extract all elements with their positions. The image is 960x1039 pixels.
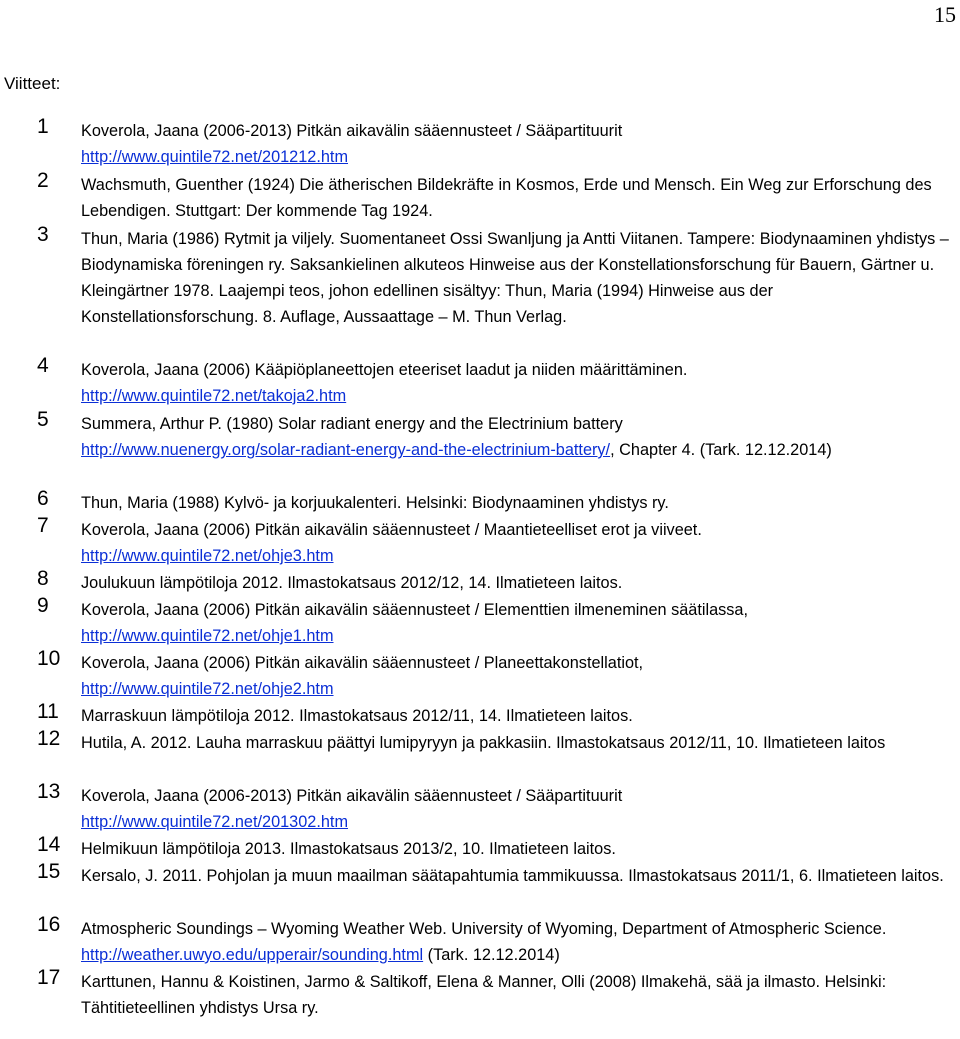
reference-text: Joulukuun lämpötiloja 2012. Ilmastokatsaus 2012/12, 14. Ilmatieteen laitos. xyxy=(81,574,623,592)
reference-body xyxy=(81,357,952,409)
reference-text: Koverola, Jaana (2006) Pitkän aikavälin sääennusteet / Elementtien ilmeneminen säätilassa, xyxy=(81,601,749,619)
reference-item xyxy=(0,647,960,703)
reference-number: 15 xyxy=(37,860,61,883)
reference-number: 7 xyxy=(37,514,49,537)
reference-number: 8 xyxy=(37,567,49,590)
reference-text: Koverola, Jaana (2006) Pitkän aikavälin sääennusteet / Maantieteelliset erot ja viiveet. xyxy=(81,521,702,539)
reference-item xyxy=(0,514,960,570)
reference-item xyxy=(0,913,960,969)
reference-body xyxy=(81,172,952,224)
reference-text: Atmospheric Soundings – Wyoming Weather Web. University of Wyoming, Department of Atmospheric Science. xyxy=(81,920,887,938)
reference-number: 16 xyxy=(37,913,61,936)
reference-text: Koverola, Jaana (2006) Kääpiöplaneettojen eteeriset laadut ja niiden määrittäminen. xyxy=(81,361,688,379)
reference-text: Thun, Maria (1986) Rytmit ja viljely. Suomentaneet Ossi Swanljung ja Antti Viitanen. Tampere: Biodynaaminen yhdistys – Biodynamiska föreningen ry. Saksankielinen alkuteos Hinweise aus der Konstellationsforschung für Bauern, Gärtner u. Kleingärtner 1978. Laajempi teos, johon edellinen sisältyy: Thun, Maria (1994) Hinweise aus der Konstellationsforschung. 8. Auflage, Aussaattage – M. Thun Verlag. xyxy=(81,230,949,326)
reference-text: Thun, Maria (1988) Kylvö- ja korjuukalenteri. Helsinki: Biodynaaminen yhdistys ry. xyxy=(81,494,669,512)
reference-item xyxy=(0,354,960,411)
reference-text: Marraskuun lämpötiloja 2012. Ilmastokatsaus 2012/11, 14. Ilmatieteen laitos. xyxy=(81,707,633,725)
reference-body xyxy=(81,969,952,1021)
reference-body xyxy=(81,783,952,835)
reference-item xyxy=(0,408,960,490)
page-number: 15 xyxy=(934,2,956,27)
reference-body xyxy=(81,490,952,516)
reference-number: 12 xyxy=(37,727,61,750)
reference-body xyxy=(81,730,952,756)
reference-number: 5 xyxy=(37,408,49,431)
reference-item xyxy=(0,700,960,730)
reference-item xyxy=(0,860,960,916)
reference-number: 9 xyxy=(37,594,49,617)
reference-body xyxy=(81,863,952,889)
reference-number: 11 xyxy=(37,700,59,723)
reference-item xyxy=(0,487,960,517)
reference-body xyxy=(81,916,952,968)
reference-body xyxy=(81,226,952,330)
reference-item xyxy=(0,727,960,783)
reference-body xyxy=(81,517,952,569)
reference-item xyxy=(0,594,960,650)
reference-text: Koverola, Jaana (2006-2013) Pitkän aikavälin sääennusteet / Sääpartituurit xyxy=(81,122,623,140)
reference-text: Koverola, Jaana (2006-2013) Pitkän aikavälin sääennusteet / Sääpartituurit xyxy=(81,787,623,805)
reference-link[interactable]: http://www.quintile72.net/ohje3.htm xyxy=(81,547,334,565)
reference-number: 3 xyxy=(37,223,49,246)
reference-body xyxy=(81,597,952,649)
reference-link[interactable]: http://weather.uwyo.edu/upperair/sounding.html xyxy=(81,946,424,964)
reference-text: Helmikuun lämpötiloja 2013. Ilmastokatsaus 2013/2, 10. Ilmatieteen laitos. xyxy=(81,840,616,858)
reference-body xyxy=(81,836,952,862)
reference-body xyxy=(81,650,952,702)
reference-text: Summera, Arthur P. (1980) Solar radiant energy and the Electrinium battery xyxy=(81,415,623,433)
reference-number: 2 xyxy=(37,169,49,192)
reference-text: Karttunen, Hannu & Koistinen, Jarmo & Saltikoff, Elena & Manner, Olli (2008) Ilmakehä, sää ja ilmasto. Helsinki: Tähtitieteellinen yhdistys Ursa ry. xyxy=(81,973,887,1017)
reference-body xyxy=(81,570,952,596)
reference-link[interactable]: http://www.quintile72.net/ohje2.htm xyxy=(81,680,334,698)
reference-text: Wachsmuth, Guenther (1924) Die ätherischen Bildekräfte in Kosmos, Erde und Mensch. Ein Weg zur Erforschung des Lebendigen. Stuttgart: Der kommende Tag 1924. xyxy=(81,176,932,220)
reference-text: Hutila, A. 2012. Lauha marraskuu päättyi lumipyryyn ja pakkasiin. Ilmastokatsaus 2012/11, 10. Ilmatieteen laitos xyxy=(81,734,886,752)
reference-number: 14 xyxy=(37,833,61,856)
reference-link[interactable]: http://www.quintile72.net/ohje1.htm xyxy=(81,627,334,645)
reference-suffix: (Tark. 12.12.2014) xyxy=(423,946,560,964)
reference-number: 13 xyxy=(37,780,61,803)
references-heading: Viitteet: xyxy=(4,74,61,93)
reference-link[interactable]: http://www.quintile72.net/201302.htm xyxy=(81,813,349,831)
reference-number: 4 xyxy=(37,354,49,377)
reference-link[interactable]: http://www.quintile72.net/201212.htm xyxy=(81,148,349,166)
reference-number: 17 xyxy=(37,966,61,989)
reference-number: 1 xyxy=(37,115,49,138)
reference-body xyxy=(81,703,952,729)
reference-suffix: , Chapter 4. (Tark. 12.12.2014) xyxy=(610,441,832,459)
reference-list xyxy=(0,115,960,1022)
reference-link[interactable]: http://www.quintile72.net/takoja2.htm xyxy=(81,387,347,405)
reference-body xyxy=(81,411,952,463)
reference-item xyxy=(0,567,960,597)
reference-item xyxy=(0,115,960,172)
reference-body xyxy=(81,118,952,170)
reference-item xyxy=(0,169,960,226)
reference-text: Kersalo, J. 2011. Pohjolan ja muun maailman säätapahtumia tammikuussa. Ilmastokatsaus 2011/1, 6. Ilmatieteen laitos. xyxy=(81,867,944,885)
reference-text: Koverola, Jaana (2006) Pitkän aikavälin sääennusteet / Planeettakonstellatiot, xyxy=(81,654,644,672)
reference-number: 10 xyxy=(37,647,61,670)
reference-number: 6 xyxy=(37,487,49,510)
reference-item xyxy=(0,833,960,863)
reference-item xyxy=(0,780,960,836)
reference-item xyxy=(0,223,960,357)
reference-link[interactable]: http://www.nuenergy.org/solar-radiant-energy-and-the-electrinium-battery/ xyxy=(81,441,611,459)
reference-item xyxy=(0,966,960,1022)
